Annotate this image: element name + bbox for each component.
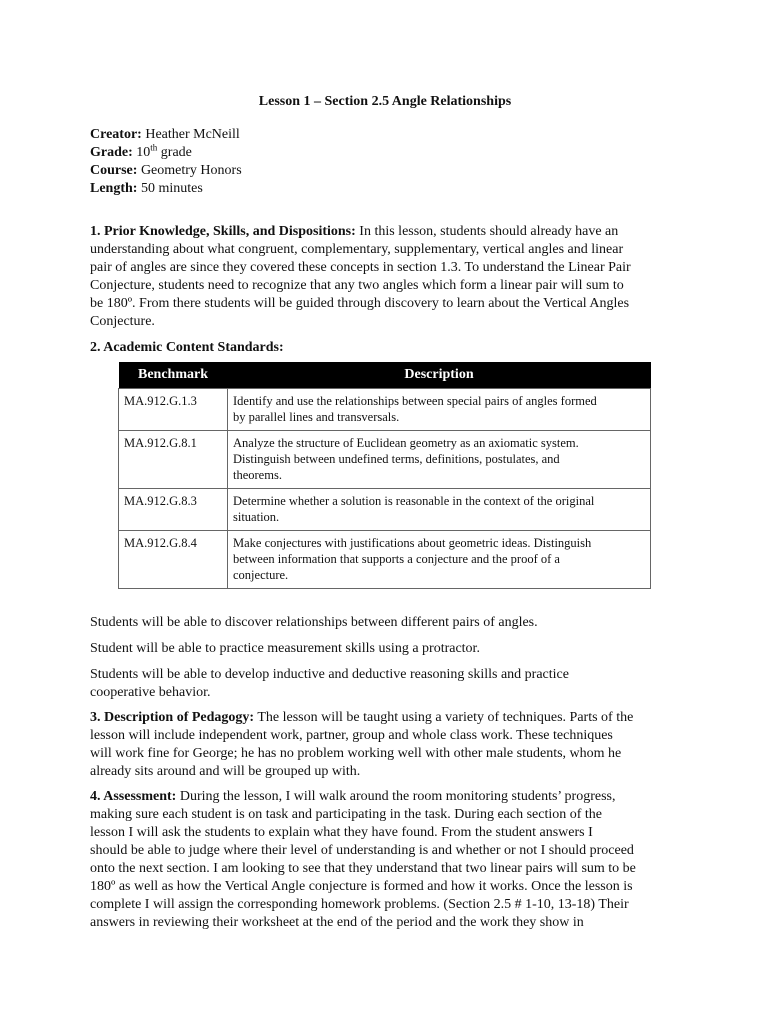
description-line: Make conjectures with justifications about geometric ideas. Distinguish (233, 536, 592, 550)
objective-2 (90, 640, 690, 658)
benchmark-cell: MA.912.G.8.3 (119, 489, 228, 531)
standards-table (118, 362, 651, 589)
description-header: Description (228, 362, 651, 389)
objective-1 (90, 614, 690, 632)
prior-knowledge-line: pair of angles are since they covered these concepts in section 1.3. To understand the Linear Pair (90, 260, 631, 275)
assessment-line: lesson I will ask the students to explain what they have found. From the student answers I (90, 825, 593, 840)
description-line: conjecture. (233, 568, 289, 582)
description-line: Analyze the structure of Euclidean geometry as an axiomatic system. (233, 436, 579, 450)
table-row (119, 389, 651, 431)
description-line: Determine whether a solution is reasonable in the context of the original (233, 494, 595, 508)
creator-value: Heather McNeill (145, 127, 240, 142)
grade-suffix: grade (160, 145, 192, 160)
pedagogy-heading: 3. Description of Pedagogy: (90, 710, 255, 725)
assessment-line: making sure each student is on task and participating in the task. During each section of the (90, 807, 603, 822)
course-value: Geometry Honors (140, 163, 242, 178)
pedagogy-line: lesson will include independent work, partner, group and whole class work. These techniques (90, 728, 613, 743)
prior-knowledge-line: be 180º. From there students will be guided through discovery to learn about the Vertical Angles (90, 296, 630, 311)
description-cell (228, 531, 651, 589)
objective-3 (90, 666, 690, 702)
description-line: situation. (233, 510, 280, 524)
objective-line: Students will be able to develop inductive and deductive reasoning skills and practice (90, 667, 569, 682)
assessment-line: onto the next section. I am looking to see that they understand that two linear pairs will sum to be (90, 861, 636, 876)
grade-line (90, 144, 242, 162)
benchmark-cell: MA.912.G.8.4 (119, 531, 228, 589)
assessment-heading: 4. Assessment: (90, 789, 177, 804)
course-label: Course: (90, 163, 138, 178)
table-row (119, 531, 651, 589)
length-value: 50 minutes (140, 181, 203, 196)
pedagogy-section (90, 709, 690, 781)
table-header-row (119, 362, 651, 389)
length-label: Length: (90, 181, 138, 196)
grade-label: Grade: (90, 145, 133, 160)
creator-label: Creator: (90, 127, 142, 142)
description-line: by parallel lines and transversals. (233, 410, 400, 424)
assessment-section (90, 788, 690, 932)
assessment-line: answers in reviewing their worksheet at the end of the period and the work they show in (90, 915, 584, 930)
description-cell (228, 431, 651, 489)
objective-line: Students will be able to discover relationships between different pairs of angles. (90, 615, 538, 630)
pedagogy-line: already sits around and will be grouped up with. (90, 764, 361, 779)
course-line (90, 162, 242, 180)
assessment-line: complete I will assign the corresponding homework problems. (Section 2.5 # 1-10, 13-18) Their (90, 897, 629, 912)
description-line: between information that supports a conjecture and the proof of a (233, 552, 560, 566)
assessment-line: should be able to judge where their level of understanding is and whether or not I should proceed (90, 843, 634, 858)
description-cell (228, 489, 651, 531)
standards-heading: 2. Academic Content Standards: (90, 340, 284, 355)
assessment-line: During the lesson, I will walk around the room monitoring students’ progress, (179, 789, 616, 804)
creator-line (90, 126, 242, 144)
benchmark-cell: MA.912.G.1.3 (119, 389, 228, 431)
document-title: Lesson 1 – Section 2.5 Angle Relationships (258, 94, 512, 109)
prior-knowledge-line: understanding about what congruent, complementary, supplementary, vertical angles and linear (90, 242, 624, 257)
prior-knowledge-section (90, 223, 690, 331)
grade-superscript: th (150, 142, 158, 153)
prior-knowledge-heading: 1. Prior Knowledge, Skills, and Dispositions: (90, 224, 356, 239)
grade-number: 10 (136, 145, 151, 160)
description-line: theorems. (233, 468, 282, 482)
pedagogy-line: The lesson will be taught using a variety of techniques. Parts of the (257, 710, 634, 725)
lesson-meta (90, 126, 242, 198)
description-cell (228, 389, 651, 431)
assessment-line: 180º as well as how the Vertical Angle conjecture is formed and how it works. Once the lesson is (90, 879, 633, 894)
objective-line: Student will be able to practice measurement skills using a protractor. (90, 641, 480, 656)
prior-knowledge-line: Conjecture, students need to recognize that any two angles which form a linear pair will sum to (90, 278, 624, 293)
description-line: Identify and use the relationships between special pairs of angles formed (233, 394, 597, 408)
table-row (119, 431, 651, 489)
prior-knowledge-line: In this lesson, students should already have an (359, 224, 619, 239)
benchmark-header: Benchmark (119, 362, 228, 389)
prior-knowledge-line: Conjecture. (90, 314, 155, 329)
objective-line: cooperative behavior. (90, 685, 211, 700)
length-line (90, 180, 242, 198)
pedagogy-line: will work fine for George; he has no problem working well with other male students, whom he (90, 746, 622, 761)
description-line: Distinguish between undefined terms, definitions, postulates, and (233, 452, 560, 466)
benchmark-cell: MA.912.G.8.1 (119, 431, 228, 489)
table-row (119, 489, 651, 531)
